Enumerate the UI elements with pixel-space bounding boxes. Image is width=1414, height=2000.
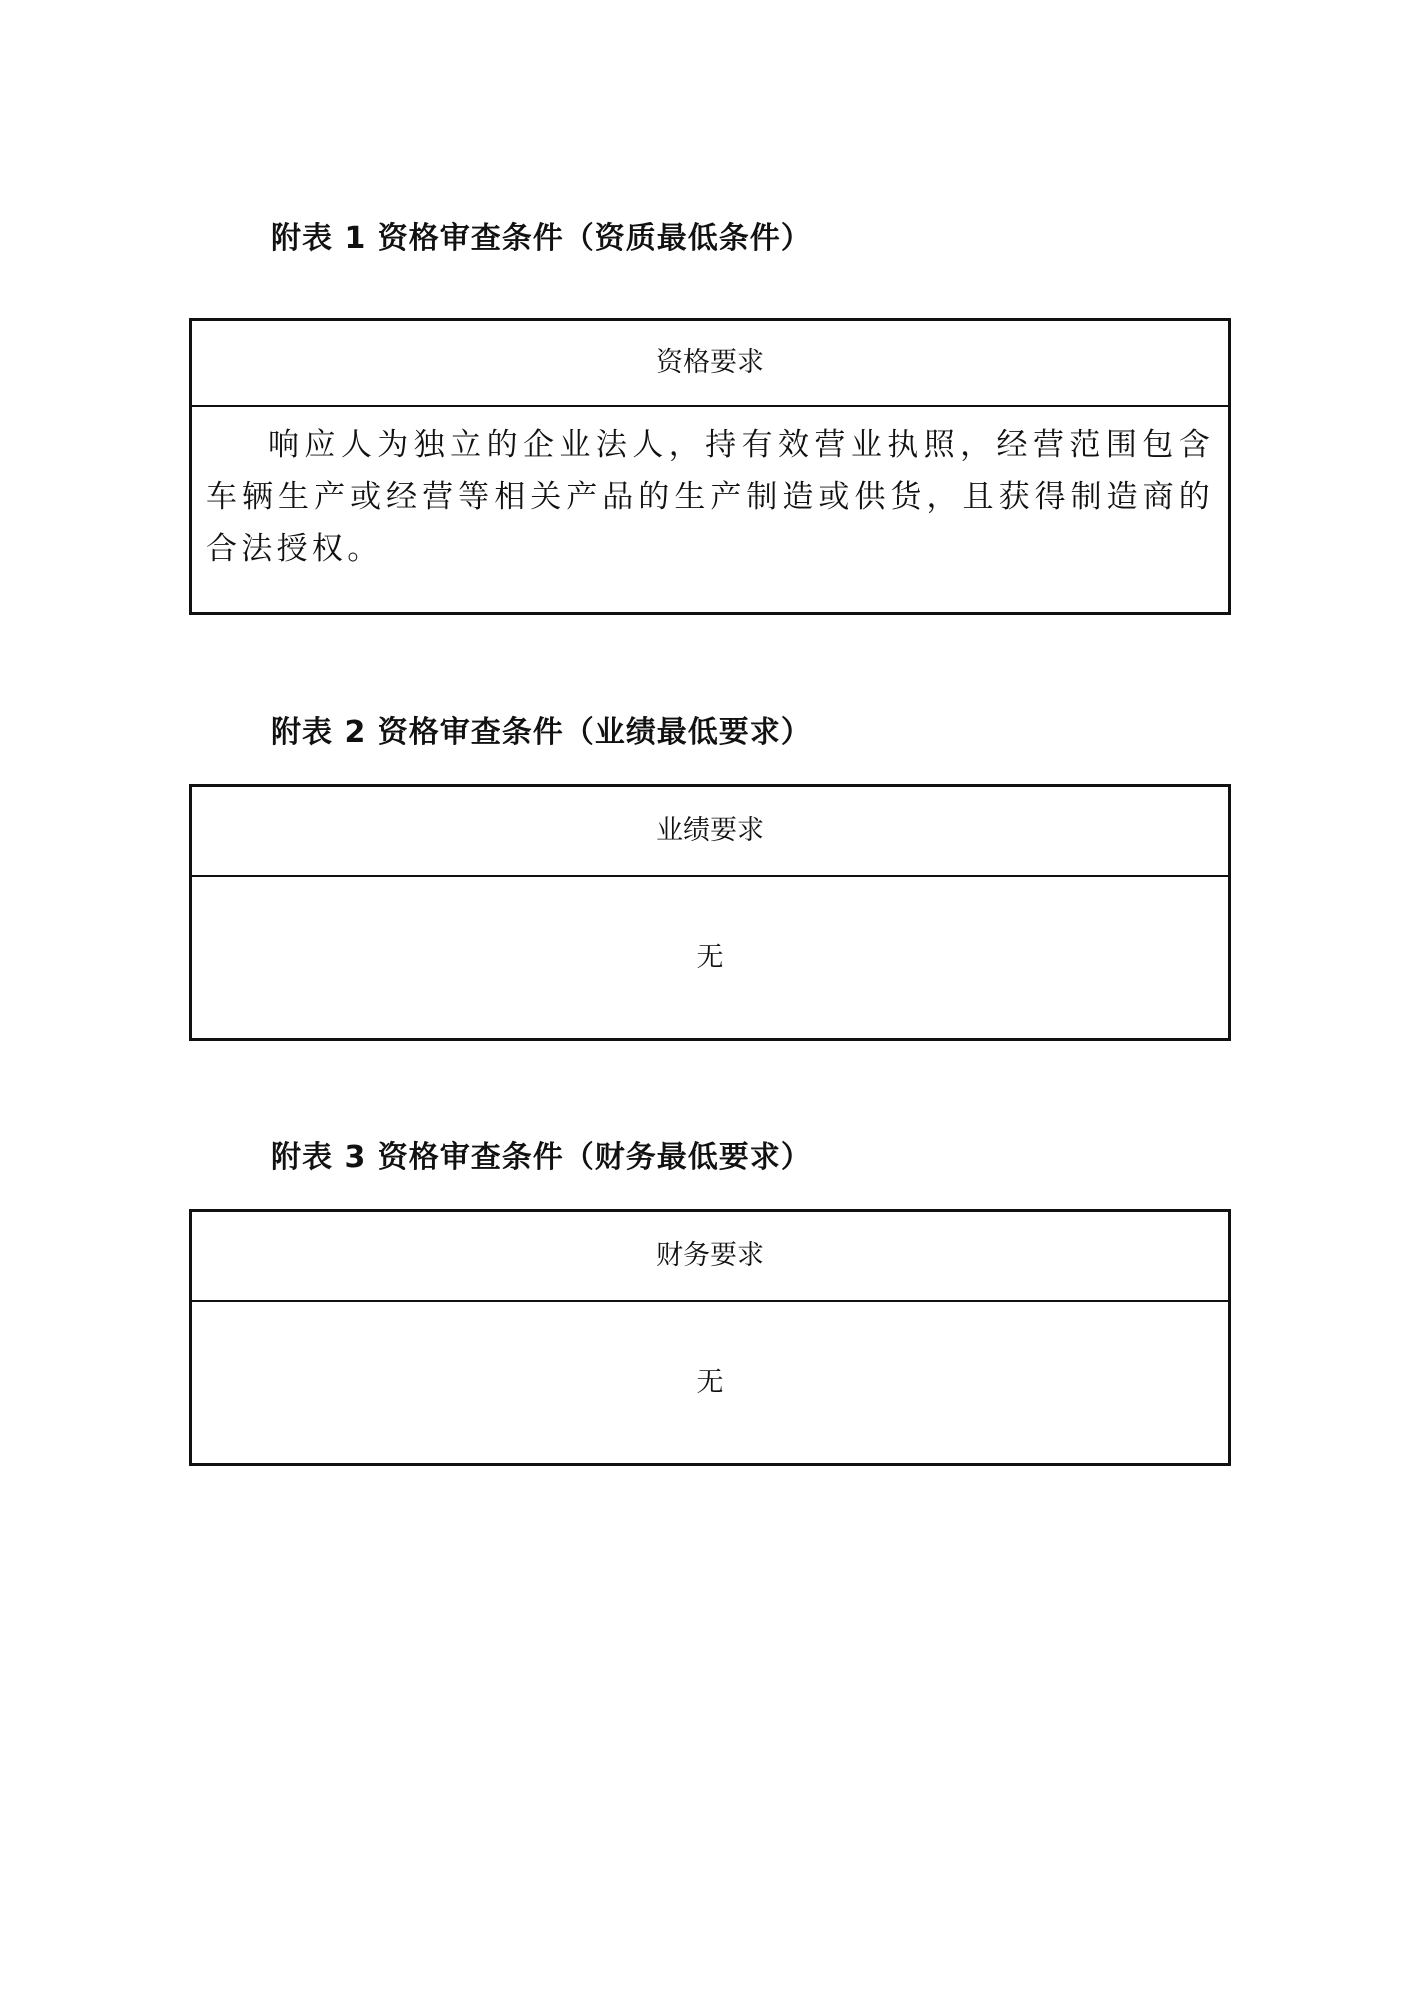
qualification-requirements-table	[189, 318, 1231, 615]
section-3-title: 附表 3 资格审查条件（财务最低要求）	[271, 1140, 812, 1175]
section-2-title: 附表 2 资格审查条件（业绩最低要求）	[271, 715, 812, 750]
table-header-cell: 资格要求	[192, 321, 1228, 407]
table-body-cell: 无	[696, 941, 724, 973]
section-1-title: 附表 1 资格审查条件（资质最低条件）	[271, 221, 812, 256]
table-body-cell: 无	[696, 1366, 724, 1398]
table-body-cell: 响应人为独立的企业法人，持有效营业执照，经营范围包含车辆生产或经营等相关产品的生产制造或供货，且获得制造商的合法授权。	[206, 427, 1214, 567]
table-header-cell: 业绩要求	[192, 787, 1228, 877]
financial-requirements-table	[189, 1209, 1231, 1466]
table-header-cell: 财务要求	[192, 1212, 1228, 1302]
performance-requirements-table	[189, 784, 1231, 1041]
